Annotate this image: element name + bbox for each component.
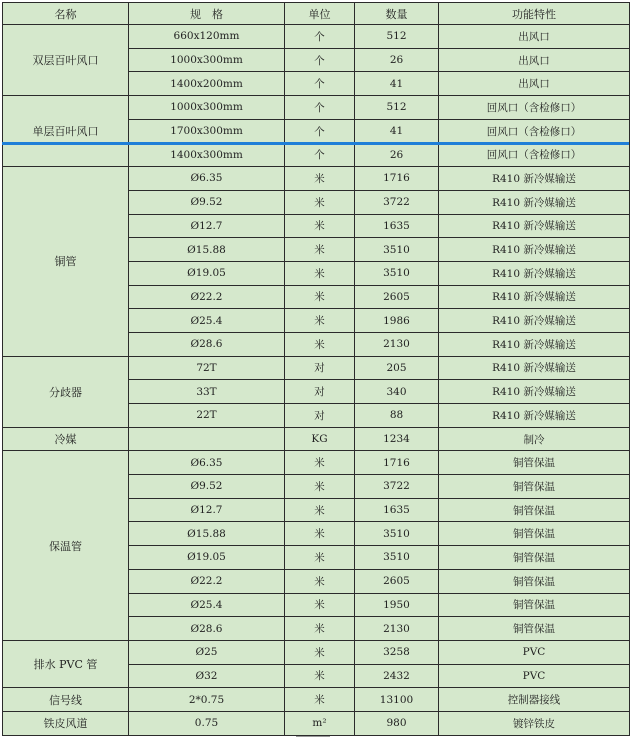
spec-cell: 33T — [129, 380, 285, 404]
unit-cell: 米 — [285, 238, 355, 262]
function-cell: R410 新冷媒输送 — [439, 356, 630, 380]
function-cell: 镀锌铁皮 — [439, 711, 630, 735]
unit-cell: 米 — [285, 309, 355, 333]
table-row — [3, 25, 630, 49]
table-row — [3, 711, 630, 735]
function-cell: R410 新冷媒输送 — [439, 332, 630, 356]
function-cell: R410 新冷媒输送 — [439, 261, 630, 285]
unit-cell: 米 — [285, 451, 355, 475]
spec-cell: 2*0.75 — [129, 688, 285, 712]
header-qty: 数量 — [355, 3, 439, 25]
function-cell: 铜管保温 — [439, 522, 630, 546]
spec-cell — [129, 427, 285, 451]
unit-cell: 米 — [285, 546, 355, 570]
function-cell: 铜管保温 — [439, 498, 630, 522]
function-cell: R410 新冷媒输送 — [439, 190, 630, 214]
unit-cell: 米 — [285, 617, 355, 641]
quantity-cell: 1635 — [355, 498, 439, 522]
quantity-cell: 41 — [355, 72, 439, 96]
item-name-cell: 单层百叶风口 — [3, 96, 129, 167]
unit-cell: 米 — [285, 569, 355, 593]
quantity-cell: 1716 — [355, 167, 439, 191]
header-name: 名称 — [3, 3, 129, 25]
spec-cell: Ø28.6 — [129, 617, 285, 641]
table-row — [3, 688, 630, 712]
table-row — [3, 427, 630, 451]
unit-cell: 米 — [285, 640, 355, 664]
unit-cell: 个 — [285, 143, 355, 167]
spec-cell: 1400x200mm — [129, 72, 285, 96]
spec-cell: 0.75 — [129, 711, 285, 735]
quantity-cell: 205 — [355, 356, 439, 380]
spec-cell: 72T — [129, 356, 285, 380]
unit-cell: 米 — [285, 475, 355, 499]
unit-cell: 个 — [285, 48, 355, 72]
spec-cell: Ø9.52 — [129, 475, 285, 499]
function-cell: 铜管保温 — [439, 569, 630, 593]
spec-cell: Ø22.2 — [129, 285, 285, 309]
quantity-cell: 3722 — [355, 475, 439, 499]
unit-cell: 米 — [285, 190, 355, 214]
quantity-cell: 3510 — [355, 522, 439, 546]
quantity-cell: 26 — [355, 48, 439, 72]
function-cell: R410 新冷媒输送 — [439, 404, 630, 428]
spec-cell: 1000x300mm — [129, 96, 285, 120]
header-unit: 单位 — [285, 3, 355, 25]
function-cell: R410 新冷媒输送 — [439, 238, 630, 262]
quantity-cell: 1234 — [355, 427, 439, 451]
unit-cell: 米 — [285, 332, 355, 356]
unit-cell: 米 — [285, 285, 355, 309]
quantity-cell: 2130 — [355, 332, 439, 356]
spec-cell: Ø12.7 — [129, 498, 285, 522]
spec-cell: Ø9.52 — [129, 190, 285, 214]
quantity-cell: 3510 — [355, 261, 439, 285]
item-name-cell: 保温管 — [3, 451, 129, 641]
quantity-cell: 512 — [355, 25, 439, 49]
item-name-cell: 信号线 — [3, 688, 129, 712]
unit-cell: 米 — [285, 688, 355, 712]
function-cell: 铜管保温 — [439, 475, 630, 499]
unit-cell: 个 — [285, 96, 355, 120]
header-row — [3, 3, 630, 25]
item-name-cell: 双层百叶风口 — [3, 25, 129, 96]
spec-cell: Ø15.88 — [129, 522, 285, 546]
quantity-cell: 512 — [355, 96, 439, 120]
spec-cell: Ø25.4 — [129, 309, 285, 333]
quantity-cell: 3510 — [355, 238, 439, 262]
unit-cell: 个 — [285, 25, 355, 49]
function-cell: R410 新冷媒输送 — [439, 214, 630, 238]
function-cell: R410 新冷媒输送 — [439, 167, 630, 191]
unit-cell: 对 — [285, 404, 355, 428]
function-cell: 回风口（含检修口） — [439, 96, 630, 120]
header-spec: 规 格 — [129, 3, 285, 25]
table-row — [3, 96, 630, 120]
function-cell: PVC — [439, 640, 630, 664]
table-row — [3, 167, 630, 191]
unit-cell: 米 — [285, 167, 355, 191]
quantity-cell: 1635 — [355, 214, 439, 238]
quantity-cell: 3258 — [355, 640, 439, 664]
spec-cell: 22T — [129, 404, 285, 428]
spec-cell: 660x120mm — [129, 25, 285, 49]
quantity-cell: 13100 — [355, 688, 439, 712]
unit-cell: 米 — [285, 664, 355, 688]
unit-cell: 对 — [285, 380, 355, 404]
unit-cell: 米 — [285, 593, 355, 617]
spec-cell: Ø19.05 — [129, 261, 285, 285]
function-cell: R410 新冷媒输送 — [439, 380, 630, 404]
unit-cell: 米 — [285, 261, 355, 285]
spec-cell: Ø6.35 — [129, 167, 285, 191]
function-cell: R410 新冷媒输送 — [439, 285, 630, 309]
function-cell: PVC — [439, 664, 630, 688]
quantity-cell: 1950 — [355, 593, 439, 617]
unit-cell: m² — [285, 711, 355, 735]
function-cell: 铜管保温 — [439, 451, 630, 475]
function-cell: 铜管保温 — [439, 617, 630, 641]
quantity-cell: 3510 — [355, 546, 439, 570]
table-body — [3, 25, 630, 736]
unit-cell: 米 — [285, 498, 355, 522]
item-name-cell: 分歧器 — [3, 356, 129, 427]
function-cell: 回风口（含检修口） — [439, 143, 630, 167]
function-cell: 制冷 — [439, 427, 630, 451]
spec-cell: Ø6.35 — [129, 451, 285, 475]
item-name-cell: 铜管 — [3, 167, 129, 357]
quantity-cell: 1986 — [355, 309, 439, 333]
function-cell: 铜管保温 — [439, 593, 630, 617]
unit-cell: 米 — [285, 214, 355, 238]
page-footer-line — [296, 736, 330, 737]
item-name-cell: 冷媒 — [3, 427, 129, 451]
function-cell: 控制器接线 — [439, 688, 630, 712]
quantity-cell: 2130 — [355, 617, 439, 641]
table-row — [3, 451, 630, 475]
quantity-cell: 340 — [355, 380, 439, 404]
materials-table — [2, 2, 630, 736]
quantity-cell: 88 — [355, 404, 439, 428]
table-row — [3, 356, 630, 380]
unit-cell: 米 — [285, 522, 355, 546]
quantity-cell: 980 — [355, 711, 439, 735]
quantity-cell: 1716 — [355, 451, 439, 475]
quantity-cell: 2605 — [355, 285, 439, 309]
unit-cell: KG — [285, 427, 355, 451]
unit-cell: 对 — [285, 356, 355, 380]
item-name-cell: 排水 PVC 管 — [3, 640, 129, 687]
function-cell: 铜管保温 — [439, 546, 630, 570]
function-cell: 出风口 — [439, 72, 630, 96]
spec-cell: 1700x300mm — [129, 119, 285, 143]
unit-cell: 个 — [285, 72, 355, 96]
table-row — [3, 640, 630, 664]
quantity-cell: 26 — [355, 143, 439, 167]
spec-cell: Ø12.7 — [129, 214, 285, 238]
quantity-cell: 3722 — [355, 190, 439, 214]
spec-cell: Ø25.4 — [129, 593, 285, 617]
function-cell: 回风口（含检修口） — [439, 119, 630, 143]
spec-cell: Ø28.6 — [129, 332, 285, 356]
function-cell: 出风口 — [439, 25, 630, 49]
quantity-cell: 2432 — [355, 664, 439, 688]
function-cell: R410 新冷媒输送 — [439, 309, 630, 333]
spec-cell: 1400x300mm — [129, 143, 285, 167]
quantity-cell: 41 — [355, 119, 439, 143]
quantity-cell: 2605 — [355, 569, 439, 593]
spec-cell: Ø32 — [129, 664, 285, 688]
header-function: 功能特性 — [439, 3, 630, 25]
spec-cell: Ø25 — [129, 640, 285, 664]
spec-cell: Ø22.2 — [129, 569, 285, 593]
spec-cell: 1000x300mm — [129, 48, 285, 72]
spec-cell: Ø15.88 — [129, 238, 285, 262]
function-cell: 出风口 — [439, 48, 630, 72]
unit-cell: 个 — [285, 119, 355, 143]
item-name-cell: 铁皮风道 — [3, 711, 129, 735]
selection-divider — [2, 142, 629, 145]
spec-cell: Ø19.05 — [129, 546, 285, 570]
